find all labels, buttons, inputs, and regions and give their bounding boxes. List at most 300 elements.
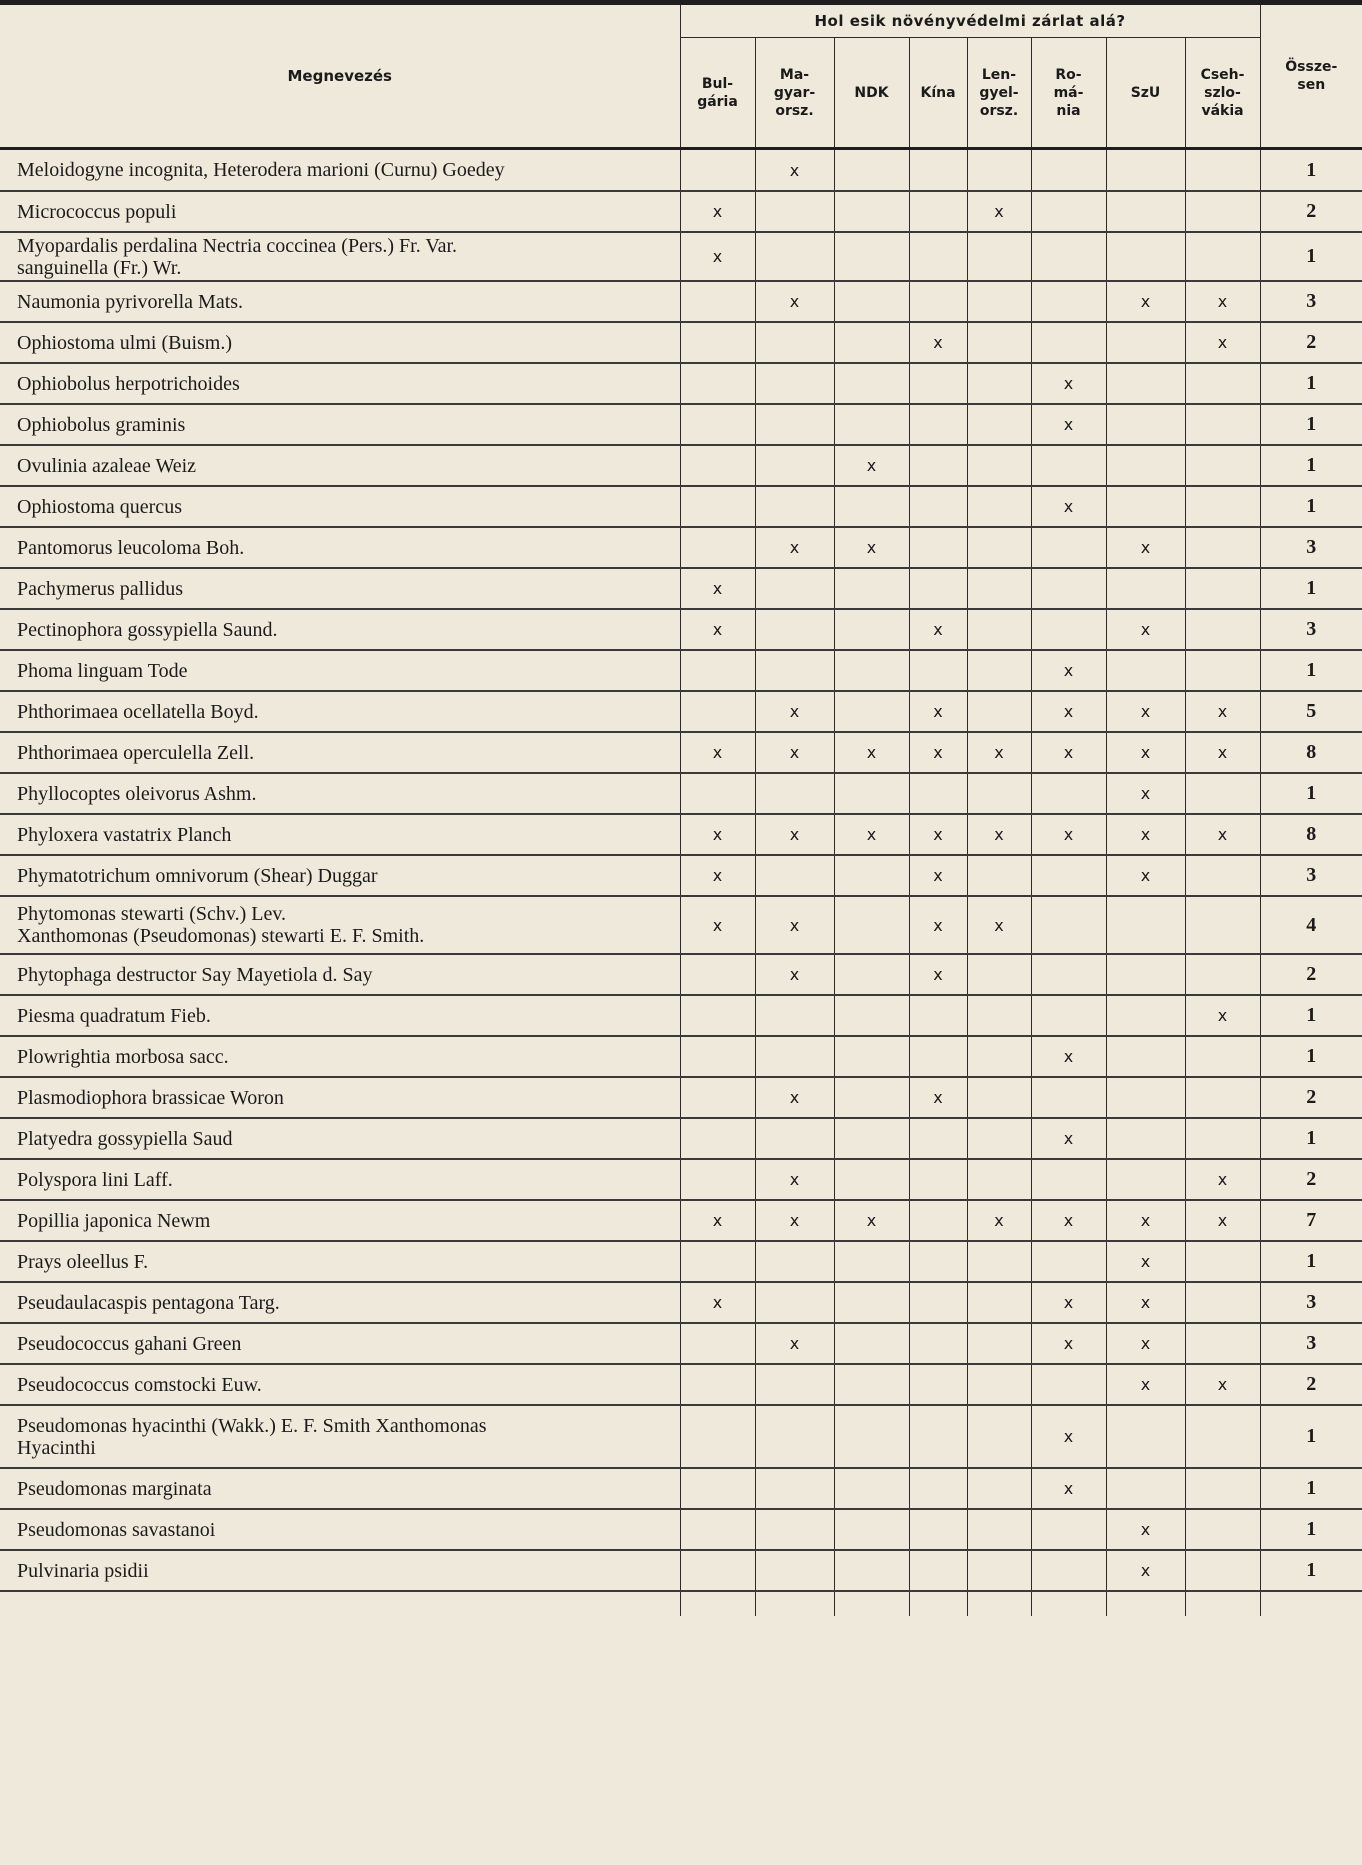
mark-cell-bg bbox=[680, 445, 755, 486]
mark-cell-ndk: x bbox=[834, 527, 909, 568]
mark-cell-hu bbox=[755, 1241, 834, 1282]
mark-cell-ndk bbox=[834, 773, 909, 814]
mark-cell-cs bbox=[1185, 954, 1260, 995]
mark-cell-cs bbox=[1185, 855, 1260, 896]
mark-cell-pl bbox=[967, 363, 1031, 404]
mark-cell-cs bbox=[1185, 1468, 1260, 1509]
mark-cell-hu bbox=[755, 1282, 834, 1323]
mark-cell-bg bbox=[680, 650, 755, 691]
mark-cell-ro bbox=[1031, 445, 1106, 486]
total-cell: 1 bbox=[1260, 149, 1362, 192]
mark-cell-ndk bbox=[834, 1282, 909, 1323]
table-row bbox=[0, 149, 1362, 192]
mark-cell-hu bbox=[755, 1118, 834, 1159]
mark-cell-cs bbox=[1185, 232, 1260, 281]
mark-cell-cs: x bbox=[1185, 732, 1260, 773]
table-row bbox=[0, 814, 1362, 855]
mark-cell-pl bbox=[967, 1036, 1031, 1077]
filler-cell bbox=[967, 1591, 1031, 1616]
mark-cell-pl bbox=[967, 650, 1031, 691]
species-name-cell: Phytomonas stewarti (Schv.) Lev. Xanthomonas (Pseudomonas) stewarti E. F. Smith. bbox=[0, 896, 680, 954]
total-column-header: Össze- sen bbox=[1260, 5, 1362, 149]
filler-cell bbox=[1185, 1591, 1260, 1616]
mark-cell-bg bbox=[680, 1036, 755, 1077]
mark-cell-cs bbox=[1185, 149, 1260, 192]
mark-cell-cs: x bbox=[1185, 1364, 1260, 1405]
mark-cell-su: x bbox=[1106, 1323, 1185, 1364]
mark-cell-pl bbox=[967, 281, 1031, 322]
mark-cell-ndk bbox=[834, 1364, 909, 1405]
mark-cell-hu: x bbox=[755, 527, 834, 568]
total-cell: 1 bbox=[1260, 1118, 1362, 1159]
mark-cell-cs: x bbox=[1185, 281, 1260, 322]
mark-cell-pl bbox=[967, 691, 1031, 732]
mark-cell-hu bbox=[755, 568, 834, 609]
mark-cell-cs bbox=[1185, 1550, 1260, 1591]
mark-cell-bg: x bbox=[680, 855, 755, 896]
species-name-cell: Polyspora lini Laff. bbox=[0, 1159, 680, 1200]
mark-cell-bg bbox=[680, 1550, 755, 1591]
mark-cell-cs bbox=[1185, 896, 1260, 954]
mark-cell-bg: x bbox=[680, 732, 755, 773]
mark-cell-hu: x bbox=[755, 691, 834, 732]
mark-cell-cn bbox=[909, 232, 967, 281]
mark-cell-ndk: x bbox=[834, 814, 909, 855]
mark-cell-pl bbox=[967, 445, 1031, 486]
mark-cell-bg: x bbox=[680, 1282, 755, 1323]
mark-cell-cn bbox=[909, 568, 967, 609]
mark-cell-cn: x bbox=[909, 1077, 967, 1118]
total-cell: 1 bbox=[1260, 995, 1362, 1036]
mark-cell-bg bbox=[680, 322, 755, 363]
table-row bbox=[0, 1509, 1362, 1550]
species-name-cell: Pectinophora gossypiella Saund. bbox=[0, 609, 680, 650]
mark-cell-pl bbox=[967, 1509, 1031, 1550]
mark-cell-cn bbox=[909, 404, 967, 445]
species-name-cell: Pseudomonas hyacinthi (Wakk.) E. F. Smith Xanthomonas Hyacinthi bbox=[0, 1405, 680, 1468]
country-header-ndk: NDK bbox=[834, 38, 909, 149]
mark-cell-ndk bbox=[834, 855, 909, 896]
mark-cell-pl bbox=[967, 1241, 1031, 1282]
mark-cell-bg: x bbox=[680, 568, 755, 609]
mark-cell-su bbox=[1106, 363, 1185, 404]
mark-cell-ro bbox=[1031, 609, 1106, 650]
mark-cell-cn bbox=[909, 1364, 967, 1405]
mark-cell-bg bbox=[680, 954, 755, 995]
mark-cell-ndk bbox=[834, 1159, 909, 1200]
filler-row bbox=[0, 1591, 1362, 1616]
mark-cell-cn: x bbox=[909, 322, 967, 363]
mark-cell-cs bbox=[1185, 1241, 1260, 1282]
mark-cell-bg: x bbox=[680, 232, 755, 281]
mark-cell-cn: x bbox=[909, 814, 967, 855]
total-cell: 1 bbox=[1260, 650, 1362, 691]
mark-cell-bg bbox=[680, 773, 755, 814]
total-cell: 1 bbox=[1260, 404, 1362, 445]
mark-cell-pl: x bbox=[967, 191, 1031, 232]
mark-cell-ro: x bbox=[1031, 1282, 1106, 1323]
mark-cell-ro: x bbox=[1031, 814, 1106, 855]
total-cell: 1 bbox=[1260, 568, 1362, 609]
mark-cell-su: x bbox=[1106, 527, 1185, 568]
mark-cell-cn bbox=[909, 1323, 967, 1364]
species-name-cell: Micrococcus populi bbox=[0, 191, 680, 232]
species-name-cell: Pseudomonas savastanoi bbox=[0, 1509, 680, 1550]
table-row bbox=[0, 1036, 1362, 1077]
mark-cell-su bbox=[1106, 995, 1185, 1036]
mark-cell-ro bbox=[1031, 1550, 1106, 1591]
mark-cell-hu bbox=[755, 1509, 834, 1550]
mark-cell-cn bbox=[909, 773, 967, 814]
table-row bbox=[0, 1550, 1362, 1591]
mark-cell-bg bbox=[680, 1241, 755, 1282]
mark-cell-cn: x bbox=[909, 691, 967, 732]
species-name-cell: Plasmodiophora brassicae Woron bbox=[0, 1077, 680, 1118]
mark-cell-hu: x bbox=[755, 732, 834, 773]
mark-cell-su: x bbox=[1106, 1509, 1185, 1550]
mark-cell-pl bbox=[967, 1282, 1031, 1323]
mark-cell-su bbox=[1106, 954, 1185, 995]
total-cell: 3 bbox=[1260, 527, 1362, 568]
mark-cell-su: x bbox=[1106, 855, 1185, 896]
mark-cell-ndk bbox=[834, 1118, 909, 1159]
mark-cell-pl bbox=[967, 1364, 1031, 1405]
filler-cell bbox=[755, 1591, 834, 1616]
table-row bbox=[0, 954, 1362, 995]
mark-cell-ndk bbox=[834, 191, 909, 232]
table-row bbox=[0, 445, 1362, 486]
mark-cell-cs bbox=[1185, 363, 1260, 404]
table-row bbox=[0, 191, 1362, 232]
mark-cell-su: x bbox=[1106, 1241, 1185, 1282]
mark-cell-ndk bbox=[834, 995, 909, 1036]
mark-cell-hu bbox=[755, 855, 834, 896]
table-row bbox=[0, 527, 1362, 568]
total-cell: 2 bbox=[1260, 1364, 1362, 1405]
mark-cell-pl bbox=[967, 773, 1031, 814]
mark-cell-pl bbox=[967, 568, 1031, 609]
mark-cell-su: x bbox=[1106, 691, 1185, 732]
species-name-cell: Pseudococcus comstocki Euw. bbox=[0, 1364, 680, 1405]
species-name-cell: Ovulinia azaleae Weiz bbox=[0, 445, 680, 486]
mark-cell-su: x bbox=[1106, 732, 1185, 773]
mark-cell-cn bbox=[909, 995, 967, 1036]
mark-cell-cn bbox=[909, 149, 967, 192]
total-cell: 8 bbox=[1260, 732, 1362, 773]
mark-cell-pl bbox=[967, 486, 1031, 527]
mark-cell-cn bbox=[909, 363, 967, 404]
mark-cell-su bbox=[1106, 149, 1185, 192]
mark-cell-bg bbox=[680, 1364, 755, 1405]
mark-cell-ro bbox=[1031, 232, 1106, 281]
mark-cell-su bbox=[1106, 191, 1185, 232]
mark-cell-hu bbox=[755, 609, 834, 650]
mark-cell-cs bbox=[1185, 1036, 1260, 1077]
total-cell: 3 bbox=[1260, 609, 1362, 650]
mark-cell-ro bbox=[1031, 1241, 1106, 1282]
mark-cell-cn bbox=[909, 281, 967, 322]
table-row bbox=[0, 1323, 1362, 1364]
mark-cell-ro bbox=[1031, 149, 1106, 192]
mark-cell-pl: x bbox=[967, 814, 1031, 855]
total-cell: 8 bbox=[1260, 814, 1362, 855]
mark-cell-ndk bbox=[834, 363, 909, 404]
mark-cell-bg bbox=[680, 527, 755, 568]
mark-cell-ro bbox=[1031, 1077, 1106, 1118]
mark-cell-hu bbox=[755, 1550, 834, 1591]
mark-cell-ro: x bbox=[1031, 1323, 1106, 1364]
mark-cell-cs: x bbox=[1185, 691, 1260, 732]
mark-cell-pl bbox=[967, 1323, 1031, 1364]
mark-cell-ndk bbox=[834, 1036, 909, 1077]
total-cell: 1 bbox=[1260, 1241, 1362, 1282]
table-body bbox=[0, 149, 1362, 1617]
mark-cell-ndk: x bbox=[834, 445, 909, 486]
mark-cell-ro bbox=[1031, 773, 1106, 814]
mark-cell-ro bbox=[1031, 1509, 1106, 1550]
mark-cell-ndk bbox=[834, 1241, 909, 1282]
filler-cell bbox=[1106, 1591, 1185, 1616]
mark-cell-bg bbox=[680, 486, 755, 527]
mark-cell-cs bbox=[1185, 404, 1260, 445]
species-name-cell: Phyllocoptes oleivorus Ashm. bbox=[0, 773, 680, 814]
total-cell: 1 bbox=[1260, 1468, 1362, 1509]
table-row bbox=[0, 1282, 1362, 1323]
mark-cell-ndk bbox=[834, 954, 909, 995]
species-name-cell: Ophiostoma ulmi (Buism.) bbox=[0, 322, 680, 363]
mark-cell-cs bbox=[1185, 527, 1260, 568]
mark-cell-su: x bbox=[1106, 609, 1185, 650]
total-cell: 1 bbox=[1260, 232, 1362, 281]
mark-cell-ndk bbox=[834, 691, 909, 732]
species-name-cell: Pseudomonas marginata bbox=[0, 1468, 680, 1509]
mark-cell-ro bbox=[1031, 568, 1106, 609]
mark-cell-ro: x bbox=[1031, 732, 1106, 773]
table-row bbox=[0, 1200, 1362, 1241]
table-row bbox=[0, 1077, 1362, 1118]
mark-cell-bg bbox=[680, 1405, 755, 1468]
mark-cell-cs bbox=[1185, 1405, 1260, 1468]
table-row bbox=[0, 1118, 1362, 1159]
table-row bbox=[0, 995, 1362, 1036]
mark-cell-su bbox=[1106, 232, 1185, 281]
mark-cell-hu: x bbox=[755, 281, 834, 322]
mark-cell-hu: x bbox=[755, 1323, 834, 1364]
mark-cell-ndk bbox=[834, 149, 909, 192]
total-cell: 1 bbox=[1260, 1550, 1362, 1591]
mark-cell-su bbox=[1106, 1118, 1185, 1159]
filler-cell bbox=[1031, 1591, 1106, 1616]
mark-cell-su bbox=[1106, 322, 1185, 363]
table-row bbox=[0, 281, 1362, 322]
mark-cell-ro bbox=[1031, 1364, 1106, 1405]
mark-cell-ro: x bbox=[1031, 404, 1106, 445]
mark-cell-su bbox=[1106, 404, 1185, 445]
table-row bbox=[0, 691, 1362, 732]
mark-cell-su: x bbox=[1106, 1550, 1185, 1591]
table-row bbox=[0, 1405, 1362, 1468]
species-name-cell: Pseudococcus gahani Green bbox=[0, 1323, 680, 1364]
country-header-hu: Ma- gyar- orsz. bbox=[755, 38, 834, 149]
total-cell: 7 bbox=[1260, 1200, 1362, 1241]
mark-cell-hu: x bbox=[755, 1200, 834, 1241]
mark-cell-cs bbox=[1185, 486, 1260, 527]
mark-cell-ndk bbox=[834, 1405, 909, 1468]
total-cell: 2 bbox=[1260, 322, 1362, 363]
mark-cell-hu: x bbox=[755, 149, 834, 192]
species-name-cell: Pantomorus leucoloma Boh. bbox=[0, 527, 680, 568]
species-name-cell: Ophiostoma quercus bbox=[0, 486, 680, 527]
species-name-cell: Phthorimaea operculella Zell. bbox=[0, 732, 680, 773]
total-cell: 3 bbox=[1260, 281, 1362, 322]
mark-cell-hu bbox=[755, 1405, 834, 1468]
country-header-bg: Bul- gária bbox=[680, 38, 755, 149]
mark-cell-pl bbox=[967, 609, 1031, 650]
mark-cell-cs bbox=[1185, 1509, 1260, 1550]
filler-cell bbox=[834, 1591, 909, 1616]
mark-cell-su: x bbox=[1106, 1200, 1185, 1241]
mark-cell-cs bbox=[1185, 1077, 1260, 1118]
mark-cell-su bbox=[1106, 445, 1185, 486]
species-name-cell: Pulvinaria psidii bbox=[0, 1550, 680, 1591]
mark-cell-ndk bbox=[834, 404, 909, 445]
mark-cell-ndk bbox=[834, 1509, 909, 1550]
mark-cell-ndk bbox=[834, 650, 909, 691]
mark-cell-cn bbox=[909, 1550, 967, 1591]
mark-cell-su: x bbox=[1106, 773, 1185, 814]
mark-cell-pl bbox=[967, 1077, 1031, 1118]
mark-cell-bg: x bbox=[680, 609, 755, 650]
mark-cell-hu: x bbox=[755, 1077, 834, 1118]
country-header-cn: Kína bbox=[909, 38, 967, 149]
mark-cell-bg bbox=[680, 149, 755, 192]
total-cell: 3 bbox=[1260, 855, 1362, 896]
table-row bbox=[0, 1159, 1362, 1200]
mark-cell-hu bbox=[755, 1036, 834, 1077]
mark-cell-pl: x bbox=[967, 1200, 1031, 1241]
species-name-cell: Pachymerus pallidus bbox=[0, 568, 680, 609]
mark-cell-cn bbox=[909, 1159, 967, 1200]
mark-cell-pl bbox=[967, 1159, 1031, 1200]
table-row bbox=[0, 1241, 1362, 1282]
species-name-cell: Naumonia pyrivorella Mats. bbox=[0, 281, 680, 322]
table-row bbox=[0, 1468, 1362, 1509]
mark-cell-bg bbox=[680, 404, 755, 445]
total-cell: 4 bbox=[1260, 896, 1362, 954]
mark-cell-ro bbox=[1031, 191, 1106, 232]
mark-cell-cs bbox=[1185, 1118, 1260, 1159]
species-name-cell: Meloidogyne incognita, Heterodera marioni (Curnu) Goedey bbox=[0, 149, 680, 192]
mark-cell-bg: x bbox=[680, 1200, 755, 1241]
mark-cell-ndk bbox=[834, 896, 909, 954]
mark-cell-bg bbox=[680, 1159, 755, 1200]
mark-cell-bg bbox=[680, 281, 755, 322]
mark-cell-su: x bbox=[1106, 1282, 1185, 1323]
mark-cell-ndk: x bbox=[834, 1200, 909, 1241]
mark-cell-pl: x bbox=[967, 896, 1031, 954]
mark-cell-ndk: x bbox=[834, 732, 909, 773]
table-row bbox=[0, 732, 1362, 773]
species-name-cell: Myopardalis perdalina Nectria coccinea (Pers.) Fr. Var. sanguinella (Fr.) Wr. bbox=[0, 232, 680, 281]
mark-cell-pl bbox=[967, 527, 1031, 568]
total-cell: 3 bbox=[1260, 1323, 1362, 1364]
mark-cell-pl: x bbox=[967, 732, 1031, 773]
mark-cell-ro: x bbox=[1031, 1200, 1106, 1241]
mark-cell-ro: x bbox=[1031, 650, 1106, 691]
table-row bbox=[0, 896, 1362, 954]
mark-cell-pl bbox=[967, 1550, 1031, 1591]
mark-cell-ndk bbox=[834, 1550, 909, 1591]
mark-cell-cn bbox=[909, 486, 967, 527]
country-header-ro: Ro- má- nia bbox=[1031, 38, 1106, 149]
mark-cell-pl bbox=[967, 954, 1031, 995]
mark-cell-cn bbox=[909, 1241, 967, 1282]
mark-cell-cs bbox=[1185, 445, 1260, 486]
total-cell: 1 bbox=[1260, 1509, 1362, 1550]
mark-cell-cs bbox=[1185, 191, 1260, 232]
mark-cell-hu bbox=[755, 486, 834, 527]
mark-cell-su: x bbox=[1106, 814, 1185, 855]
mark-cell-bg bbox=[680, 1118, 755, 1159]
mark-cell-hu bbox=[755, 322, 834, 363]
total-cell: 1 bbox=[1260, 1036, 1362, 1077]
mark-cell-su bbox=[1106, 1405, 1185, 1468]
country-header-su: SzU bbox=[1106, 38, 1185, 149]
mark-cell-hu: x bbox=[755, 1159, 834, 1200]
mark-cell-ro: x bbox=[1031, 691, 1106, 732]
filler-cell bbox=[909, 1591, 967, 1616]
species-name-cell: Piesma quadratum Fieb. bbox=[0, 995, 680, 1036]
mark-cell-su bbox=[1106, 896, 1185, 954]
mark-cell-pl bbox=[967, 1405, 1031, 1468]
table-row bbox=[0, 609, 1362, 650]
mark-cell-cs bbox=[1185, 568, 1260, 609]
mark-cell-bg bbox=[680, 1468, 755, 1509]
species-name-cell: Plowrightia morbosa sacc. bbox=[0, 1036, 680, 1077]
mark-cell-bg bbox=[680, 995, 755, 1036]
mark-cell-cs bbox=[1185, 773, 1260, 814]
mark-cell-cn bbox=[909, 1200, 967, 1241]
mark-cell-cn bbox=[909, 191, 967, 232]
filler-cell bbox=[680, 1591, 755, 1616]
mark-cell-cn: x bbox=[909, 609, 967, 650]
table-row bbox=[0, 773, 1362, 814]
filler-cell bbox=[0, 1591, 680, 1616]
mark-cell-bg bbox=[680, 1323, 755, 1364]
mark-cell-pl bbox=[967, 149, 1031, 192]
species-name-cell: Pseudaulacaspis pentagona Targ. bbox=[0, 1282, 680, 1323]
mark-cell-hu bbox=[755, 404, 834, 445]
country-header-pl: Len- gyel- orsz. bbox=[967, 38, 1031, 149]
mark-cell-ndk bbox=[834, 1468, 909, 1509]
species-name-cell: Ophiobolus herpotrichoides bbox=[0, 363, 680, 404]
species-name-cell: Popillia japonica Newm bbox=[0, 1200, 680, 1241]
mark-cell-cn bbox=[909, 527, 967, 568]
total-cell: 2 bbox=[1260, 191, 1362, 232]
mark-cell-su: x bbox=[1106, 281, 1185, 322]
table-row bbox=[0, 363, 1362, 404]
mark-cell-cn: x bbox=[909, 855, 967, 896]
mark-cell-ndk bbox=[834, 486, 909, 527]
table-row bbox=[0, 486, 1362, 527]
mark-cell-su: x bbox=[1106, 1364, 1185, 1405]
mark-cell-su bbox=[1106, 486, 1185, 527]
mark-cell-pl bbox=[967, 404, 1031, 445]
mark-cell-hu bbox=[755, 995, 834, 1036]
species-name-cell: Phytophaga destructor Say Mayetiola d. Say bbox=[0, 954, 680, 995]
mark-cell-ndk bbox=[834, 609, 909, 650]
country-group-header: Hol esik növényvédelmi zárlat alá? bbox=[680, 5, 1260, 38]
